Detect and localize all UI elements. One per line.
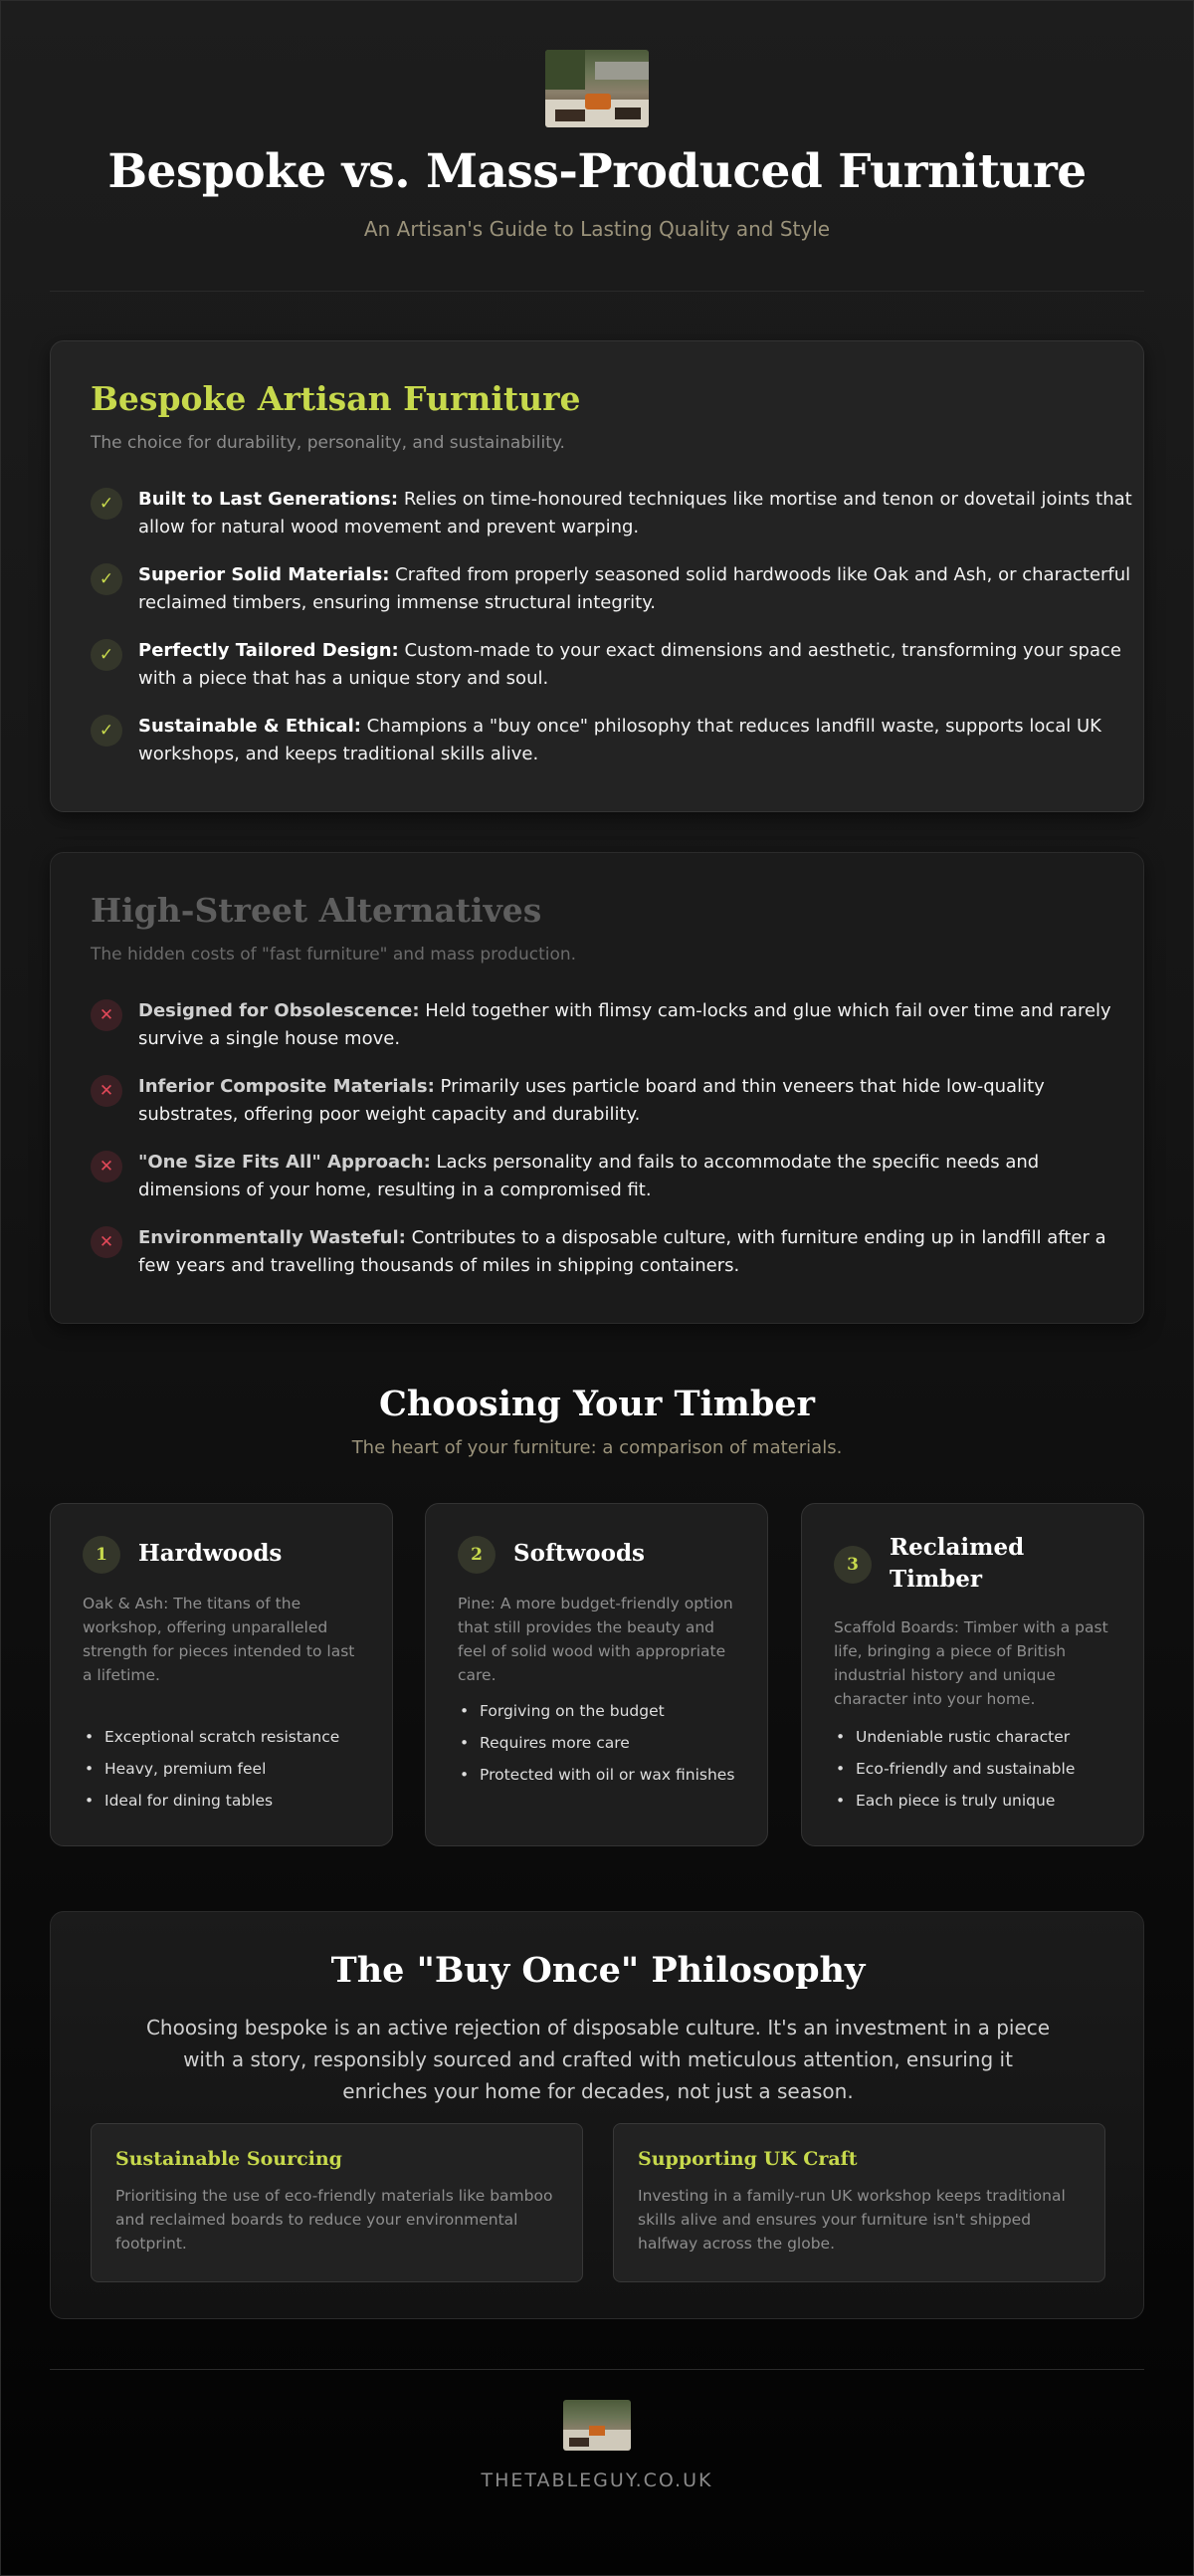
feature-heading: Designed for Obsolescence:: [138, 1000, 420, 1021]
feature-heading: "One Size Fits All" Approach:: [138, 1152, 431, 1173]
buy-once-title: The "Buy Once" Philosophy: [330, 1950, 866, 1991]
feature-heading: Built to Last Generations:: [138, 489, 399, 510]
number-badge: 2: [458, 1536, 496, 1574]
bespoke-card: [50, 340, 1144, 812]
bespoke-title: Bespoke Artisan Furniture: [91, 379, 581, 418]
list-item: • Forgiving on the budget: [458, 1699, 746, 1723]
header-divider: [50, 291, 1144, 292]
cross-icon: ✕: [91, 999, 122, 1031]
timber-card-softwoods: [425, 1503, 768, 1846]
footer-divider: [50, 2369, 1144, 2370]
timber-card-hardwoods: [50, 1503, 393, 1846]
highstreet-subtitle: The hidden costs of "fast furniture" and mass production.: [91, 945, 577, 965]
timber-points: [834, 1725, 1122, 1821]
timber-description: Pine: A more budget-friendly option that still provides the beauty and feel of solid wood with appropriate care.: [458, 1595, 733, 1684]
list-item: • Each piece is truly unique: [834, 1789, 1122, 1813]
feature-text: Champions a "buy once" philosophy that reduces landfill waste, supports local UK workshops, and keeps traditional skills alive.: [138, 716, 1101, 764]
check-icon: ✓: [91, 488, 122, 520]
timber-section-subtitle: The heart of your furniture: a comparison of materials.: [351, 1437, 843, 1458]
page-title: Bespoke vs. Mass-Produced Furniture: [107, 144, 1087, 199]
timber-name: Hardwoods: [138, 1540, 283, 1567]
highstreet-title: High-Street Alternatives: [91, 891, 542, 930]
feature-text: Lacks personality and fails to accommodate the specific needs and dimensions of your home, resulting in a compromised fit.: [138, 1152, 1040, 1200]
cross-icon: ✕: [91, 1151, 122, 1182]
list-item: • Undeniable rustic character: [834, 1725, 1122, 1749]
number-badge: 1: [83, 1536, 120, 1574]
highstreet-card: [50, 852, 1144, 1324]
timber-description: Scaffold Boards: Timber with a past life, bringing a piece of British industrial history and unique character into your home.: [834, 1618, 1108, 1708]
feature-heading: Perfectly Tailored Design:: [138, 640, 399, 661]
check-icon: ✓: [91, 563, 122, 595]
timber-points: [83, 1725, 371, 1821]
buy-once-section: [50, 1911, 1144, 2319]
list-item: • Eco-friendly and sustainable: [834, 1757, 1122, 1781]
box-text: Investing in a family-run UK workshop keeps traditional skills alive and ensures your furniture isn't shipped halfway across the globe.: [638, 2187, 1066, 2253]
timber-description: Oak & Ash: The titans of the workshop, offering unparalleled strength for pieces intended to last a lifetime.: [83, 1595, 355, 1684]
feature-heading: Sustainable & Ethical:: [138, 716, 361, 737]
list-item: • Ideal for dining tables: [83, 1789, 371, 1813]
cross-icon: ✕: [91, 1075, 122, 1107]
header-garden-photo: [545, 50, 649, 127]
feature-text: Contributes to a disposable culture, with furniture ending up in landfill after a few years and travelling thousands of miles in shipping containers.: [138, 1227, 1106, 1276]
feature-heading: Inferior Composite Materials:: [138, 1076, 435, 1097]
feature-text: Crafted from properly seasoned solid hardwoods like Oak and Ash, or characterful reclaimed timbers, ensuring immense structural integrity.: [138, 564, 1131, 613]
buy-once-text: Choosing bespoke is an active rejection of disposable culture. It's an investment in a piece with a story, responsibly sourced and crafted with meticulous attention, ensuring it enriches your home for decades, not just a season.: [145, 2016, 1051, 2103]
feature-text: Relies on time-honoured techniques like mortise and tenon or dovetail joints that allow for natural wood movement and prevent warping.: [138, 489, 1132, 537]
list-item: • Heavy, premium feel: [83, 1757, 371, 1781]
uk-craft-box: [613, 2123, 1105, 2282]
feature-text: Custom-made to your exact dimensions and aesthetic, transforming your space with a piece that has a unique story and soul.: [138, 640, 1121, 689]
timber-card-reclaimed: [801, 1503, 1144, 1846]
cross-icon: ✕: [91, 1226, 122, 1258]
check-icon: ✓: [91, 639, 122, 671]
box-text: Prioritising the use of eco-friendly materials like bamboo and reclaimed boards to reduce your environmental footprint.: [115, 2187, 553, 2253]
list-item: • Exceptional scratch resistance: [83, 1725, 371, 1749]
sustainable-sourcing-box: [91, 2123, 583, 2282]
feature-heading: Superior Solid Materials:: [138, 564, 390, 585]
page-subtitle: An Artisan's Guide to Lasting Quality and Style: [363, 217, 831, 241]
feature-text: Held together with flimsy cam-locks and glue which fail over time and rarely survive a single house move.: [138, 1000, 1111, 1049]
timber-name: Softwoods: [513, 1540, 645, 1567]
box-title: Sustainable Sourcing: [115, 2148, 342, 2170]
list-item: • Requires more care: [458, 1731, 746, 1755]
timber-points: [458, 1699, 746, 1795]
bespoke-subtitle: The choice for durability, personality, and sustainability.: [91, 433, 565, 453]
list-item: • Protected with oil or wax finishes: [458, 1763, 746, 1787]
timber-section-title: Choosing Your Timber: [378, 1384, 815, 1424]
timber-name: Reclaimed Timber: [890, 1534, 1025, 1593]
feature-text: Primarily uses particle board and thin veneers that hide low-quality substrates, offering poor weight capacity and durability.: [138, 1076, 1045, 1125]
box-title: Supporting UK Craft: [638, 2148, 858, 2170]
footer-brand-link[interactable]: THETABLEGUY.CO.UK: [481, 2469, 713, 2491]
footer-garden-photo: [563, 2400, 631, 2451]
check-icon: ✓: [91, 715, 122, 747]
number-badge: 3: [834, 1546, 872, 1584]
feature-heading: Environmentally Wasteful:: [138, 1227, 406, 1248]
